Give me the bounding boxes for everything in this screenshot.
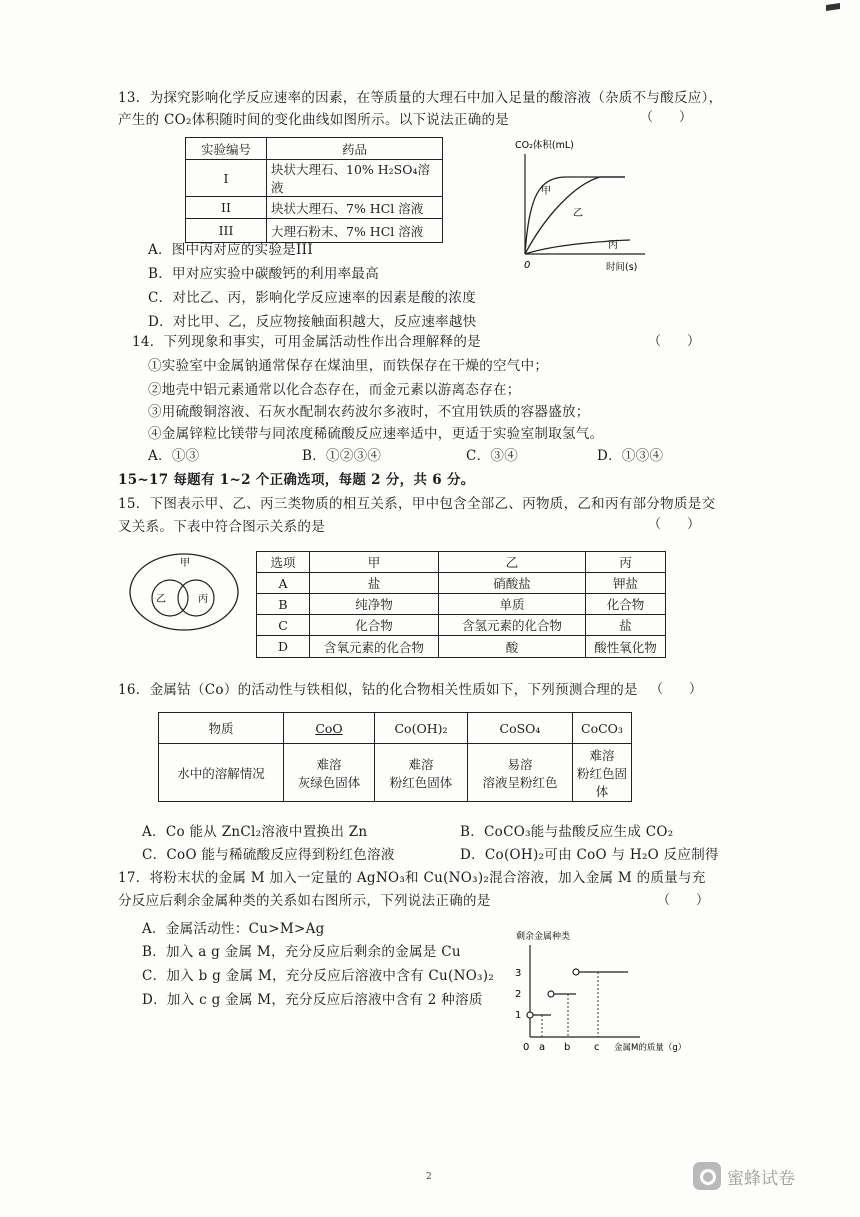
q15-header-bing: 丙	[586, 552, 666, 573]
section-note: 15~17 每题有 1~2 个正确选项，每题 2 分，共 6 分。	[118, 472, 475, 488]
q16-header-cooh2: Co(OH)₂	[375, 713, 468, 744]
q16-coo-solubility: 难溶	[316, 756, 342, 772]
q13-option-b: B．甲对应实验中碳酸钙的利用率最高	[148, 266, 380, 282]
q13-experiment-table	[185, 137, 443, 243]
q16-cobalt-table	[158, 712, 632, 802]
q16-row-label: 水中的溶解情况	[159, 744, 284, 802]
table-row	[257, 615, 666, 636]
table-row	[159, 744, 632, 802]
table-row	[257, 594, 666, 615]
q17-open-point-3	[573, 969, 579, 975]
table-row	[186, 197, 443, 219]
q15-b-jia: 纯净物	[310, 594, 439, 615]
q16-option-c: C．CoO 能与稀硫酸反应得到粉红色溶液	[142, 847, 395, 863]
q14-item-3: ③用硫酸铜溶液、石灰水配制农药波尔多液时，不宜用铁质的容器盛放；	[148, 404, 590, 420]
q13-graph-xlabel: 时间(s)	[606, 262, 638, 273]
q16-option-d: D．Co(OH)₂可由 CoO 与 H₂O 反应制得	[460, 847, 719, 863]
q14-stem: 14．下列现象和事实，可用金属活动性作出合理解释的是	[132, 334, 481, 350]
q15-b-bing: 化合物	[586, 594, 666, 615]
q16-cooh2-appearance: 粉红色固体	[389, 774, 453, 790]
q16-cell-coco3	[573, 744, 632, 802]
q15-d-jia: 含氧元素的化合物	[310, 636, 439, 658]
table-row	[257, 636, 666, 658]
q17-stem-line1: 17．将粉末状的金属 M 加入一定量的 AgNO₃和 Cu(NO₃)₂混合溶液，加入金属 M 的质量与充	[118, 870, 706, 886]
q16-header-substance: 物质	[159, 713, 284, 744]
q13-co2-volume-graph	[505, 136, 680, 276]
q13-row2-reagent: 块状大理石、7% HCl 溶液	[267, 197, 443, 219]
q15-b-label: B	[257, 594, 310, 615]
q16-cell-coso4	[468, 744, 573, 802]
q16-header-coo: CoO	[284, 713, 375, 744]
q17-option-c: C．加入 b g 金属 M，充分反应后溶液中含有 Cu(NO₃)₂	[142, 968, 495, 984]
q15-answer-blank: （ ）	[648, 517, 701, 532]
q14-item-1: ①实验室中金属钠通常保存在煤油里，而铁保存在干燥的空气中；	[148, 358, 549, 374]
q17-ytick-2: 2	[515, 989, 522, 1000]
q17-ytick-3: 3	[515, 968, 522, 979]
q16-stem: 16．金属钴（Co）的活动性与铁相似，钴的化合物相关性质如下，下列预测合理的是	[118, 682, 638, 698]
q13-graph-origin: 0	[524, 260, 531, 271]
watermark-logo-icon	[693, 1162, 721, 1190]
q14-option-b: B．①②③④	[302, 448, 382, 464]
q13-header-id: 实验编号	[186, 138, 267, 160]
q15-d-label: D	[257, 636, 310, 658]
q14-option-c: C．③④	[466, 448, 519, 464]
q13-header-reagent: 药品	[267, 138, 443, 160]
q13-label-jia: 甲	[541, 186, 551, 197]
q13-row1-reagent: 块状大理石、10% H₂SO₄溶液	[267, 160, 443, 197]
q13-option-c: C．对比乙、丙，影响化学反应速率的因素是酸的浓度	[148, 290, 477, 306]
q13-stem-line2: 产生的 CO₂体积随时间的变化曲线如图所示。以下说法正确的是	[118, 112, 510, 128]
q15-venn-label-left: 乙	[156, 594, 166, 605]
q17-ytick-1: 1	[515, 1010, 522, 1021]
q16-answer-blank: （ ）	[650, 682, 703, 697]
watermark	[693, 1162, 795, 1190]
q15-header-jia: 甲	[310, 552, 439, 573]
q17-open-point-2	[548, 991, 554, 997]
q15-venn-right	[178, 580, 214, 616]
q16-option-b: B．CoCO₃能与盐酸反应生成 CO₂	[460, 824, 674, 840]
q13-answer-blank: （ ）	[640, 110, 693, 125]
q14-answer-blank: （ ）	[648, 334, 701, 349]
q17-option-b: B．加入 a g 金属 M，充分反应后剩余的金属是 Cu	[142, 944, 461, 960]
q15-a-yi: 硝酸盐	[439, 573, 586, 594]
q15-a-bing: 钾盐	[586, 573, 666, 594]
q15-stem-line1: 15．下图表示甲、乙、丙三类物质的相互关系，甲中包含全部乙、丙物质，乙和丙有部分物质是交	[118, 496, 716, 512]
q16-coso4-solubility: 易溶	[507, 756, 533, 772]
q16-cell-cooh2	[375, 744, 468, 802]
q16-coco3-appearance: 粉红色固体	[577, 765, 628, 799]
q13-option-a: A．图中丙对应的实验是III	[148, 242, 313, 258]
q15-venn-diagram	[126, 549, 244, 635]
q17-option-a: A．金属活动性：Cu>M>Ag	[142, 921, 325, 937]
q15-d-bing: 酸性氧化物	[586, 636, 666, 658]
q15-a-label: A	[257, 573, 310, 594]
q16-header-coso4: CoSO₄	[468, 713, 573, 744]
page-number: 2	[426, 1172, 432, 1182]
watermark-text: 蜜蜂试卷	[727, 1168, 795, 1189]
q15-venn-label-right: 丙	[198, 594, 208, 605]
q13-label-yi: 乙	[573, 208, 583, 219]
q13-row2-id: II	[186, 197, 267, 219]
q15-venn-label-outer: 甲	[180, 558, 190, 569]
q17-answer-blank: （ ）	[657, 893, 710, 908]
table-row	[186, 160, 443, 197]
table-row	[257, 573, 666, 594]
q15-header-option: 选项	[257, 552, 310, 573]
scan-corner-mark	[826, 3, 840, 11]
q14-item-4: ④金属锌粒比镁带与同浓度稀硫酸反应速率适中，更适于实验室制取氢气。	[148, 426, 604, 442]
q15-header-yi: 乙	[439, 552, 586, 573]
q15-d-yi: 酸	[439, 636, 586, 658]
q13-option-d: D．对比甲、乙，反应物接触面积越大，反应速率越快	[148, 314, 477, 330]
q16-coco3-solubility: 难溶	[589, 747, 615, 763]
q16-cooh2-solubility: 难溶	[408, 756, 434, 772]
q15-c-jia: 化合物	[310, 615, 439, 636]
q13-row3-reagent: 大理石粉末、7% HCl 溶液	[267, 219, 443, 243]
q16-option-a: A．Co 能从 ZnCl₂溶液中置换出 Zn	[142, 824, 368, 840]
q17-metal-count-graph	[508, 925, 708, 1057]
q17-xtick-0: 0	[523, 1042, 530, 1053]
q14-option-a: A．①③	[148, 448, 200, 464]
q17-xtick-b: b	[564, 1042, 571, 1053]
q13-row1-id: I	[186, 160, 267, 197]
q17-graph-xlabel: 金属M的质量（g）	[614, 1043, 687, 1053]
q13-row3-id: III	[186, 219, 267, 243]
q14-option-d: D．①③④	[597, 448, 664, 464]
q17-option-d: D．加入 c g 金属 M，充分反应后溶液中含有 2 种溶质	[142, 992, 483, 1008]
q17-graph-ylabel: 剩余金属种类	[516, 932, 571, 942]
q16-cell-coo	[284, 744, 375, 802]
q15-a-jia: 盐	[310, 573, 439, 594]
q17-xtick-a: a	[539, 1042, 546, 1053]
q15-c-yi: 含氢元素的化合物	[439, 615, 586, 636]
q15-b-yi: 单质	[439, 594, 586, 615]
q15-options-table	[256, 551, 666, 658]
q16-coso4-appearance: 溶液呈粉红色	[482, 774, 558, 790]
q14-item-2: ②地壳中铝元素通常以化合态存在，而金元素以游离态存在；	[148, 382, 521, 398]
q15-stem-line2: 叉关系。下表中符合图示关系的是	[118, 519, 325, 535]
q15-c-label: C	[257, 615, 310, 636]
q17-stem-line2: 分反应后剩余金属种类的关系如右图所示，下列说法正确的是	[118, 893, 491, 909]
q17-xtick-c: c	[594, 1042, 600, 1053]
q13-label-bing: 丙	[608, 240, 618, 251]
q13-graph-ylabel: CO₂体积(mL)	[515, 140, 574, 151]
q17-open-point-1	[527, 1012, 533, 1018]
q13-stem-line1: 13．为探究影响化学反应速率的因素，在等质量的大理石中加入足量的酸溶液（杂质不与酸反应），	[118, 90, 723, 106]
q16-coo-appearance: 灰绿色固体	[297, 774, 361, 790]
q15-c-bing: 盐	[586, 615, 666, 636]
q16-header-coco3: CoCO₃	[573, 713, 632, 744]
